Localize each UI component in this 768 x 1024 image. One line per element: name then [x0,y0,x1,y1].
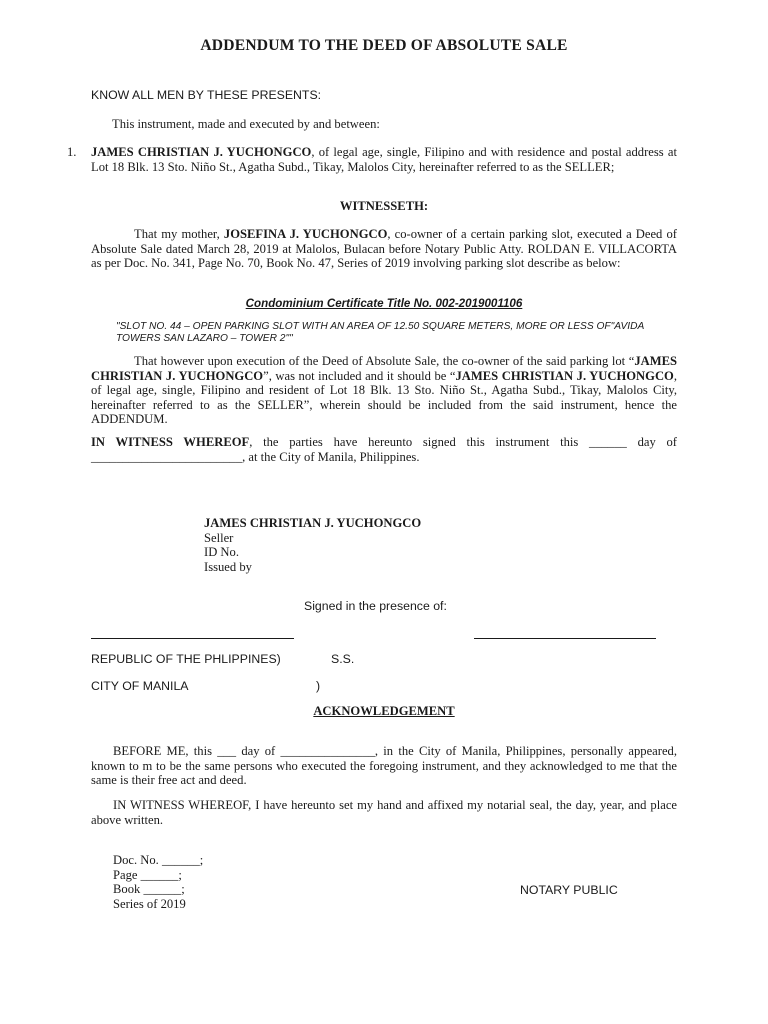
book-no: Book ______; [113,882,185,897]
certificate-title: Condominium Certificate Title No. 002-2019001106 [245,297,523,310]
notary-witness-paragraph: IN WITNESS WHEREOF, I have hereunto set my hand and affixed my notarial seal, the day, year, and place above written. [91,798,677,827]
series: Series of 2019 [113,896,186,911]
witness-signature-line-2 [474,638,656,639]
before-me-paragraph: BEFORE ME, this ___ day of _______________, in the City of Manila, Philippines, personally appeared, known to m to be the same persons who executed the foregoing instrument, and they acknowledged to me that the same is their free act and deed. [91,744,677,788]
ss-label: S.S. [331,652,355,666]
notary-public-label: NOTARY PUBLIC [520,883,618,897]
mother-pre: That my mother, [134,227,224,241]
acknowledgement-heading: ACKNOWLEDGEMENT [313,704,455,718]
addendum-name-1: JAMES CHRISTIAN J. YUCHONGCO [91,354,677,383]
seller-name: JAMES CHRISTIAN J. YUCHONGCO [91,145,312,159]
know-all-men: KNOW ALL MEN BY THESE PRESENTS: [91,88,322,102]
signatory-role: Seller [204,530,234,545]
city-line: CITY OF MANILA [91,679,189,693]
witness-whereof-paragraph [91,435,677,464]
signatory-id: ID No. [204,545,239,560]
instrument-intro: This instrument, made and executed by and between: [112,117,380,131]
party-details: , of legal age, single, Filipino and with residence and postal address at Lot 18 Blk. 13 Sto. Niño St., Agatha Subd., Tikay, Malolos City, hereinafter referred to as the SELLER; [91,145,677,174]
slot-description: "SLOT NO. 44 – OPEN PARKING SLOT WITH AN AREA OF 12.50 SQUARE METERS, MORE OR LESS OF"AVIDA TOWERS SAN LAZARO – TOWER 2"" [116,321,644,344]
signed-presence: Signed in the presence of: [304,599,447,613]
page-no: Page ______; [113,867,182,882]
signatory-issued: Issued by [204,559,252,574]
party-paragraph [91,145,677,174]
addendum-paragraph [91,354,677,427]
city-paren: ) [316,679,321,693]
witnesseth-heading: WITNESSETH: [339,199,429,213]
witness-whereof-text: , the parties have hereunto signed this instrument this ______ day of ________________________, at the City of Manila, Philippines. [91,435,677,464]
notary-register [113,853,203,911]
witness-whereof-lead: IN WITNESS WHEREOF [91,435,250,449]
mother-post: , co-owner of a certain parking slot, executed a Deed of Absolute Sale dated March 28, 2019 at Malolos, Bulacan before Notary Public Atty. ROLDAN E. VILLACORTA as per Doc. No. 341, Page No. 70, Book No. 47, Series of 2019 involving parking slot describe as below: [91,227,677,271]
signatory-block [204,516,421,574]
addendum-post: , of legal age, single, Filipino and resident of Lot 18 Blk. 13 Sto. Niño St., Agatha Subd., Tikay, Malolos City, hereinafter referred to as the SELLER”, wherein should be included from the said instrument, hence the ADDENDUM. [91,368,677,427]
republic-line: REPUBLIC OF THE PHLIPPINES) [91,652,281,666]
party-number: 1. [67,145,77,159]
document-title: ADDENDUM TO THE DEED OF ABSOLUTE SALE [200,37,568,54]
signatory-name: JAMES CHRISTIAN J. YUCHONGCO [204,516,422,530]
addendum-pre: That however upon execution of the Deed of Absolute Sale, the co-owner of the said parking lot “ [134,354,635,368]
witness-signature-line-1 [91,638,294,639]
mother-name: JOSEFINA J. YUCHONGCO [223,227,388,241]
doc-no: Doc. No. ______; [113,853,204,867]
addendum-name-2: JAMES CHRISTIAN J. YUCHONGCO [455,368,674,383]
addendum-mid: ”, was not included and it should be “ [263,368,456,383]
mother-paragraph [91,227,677,271]
